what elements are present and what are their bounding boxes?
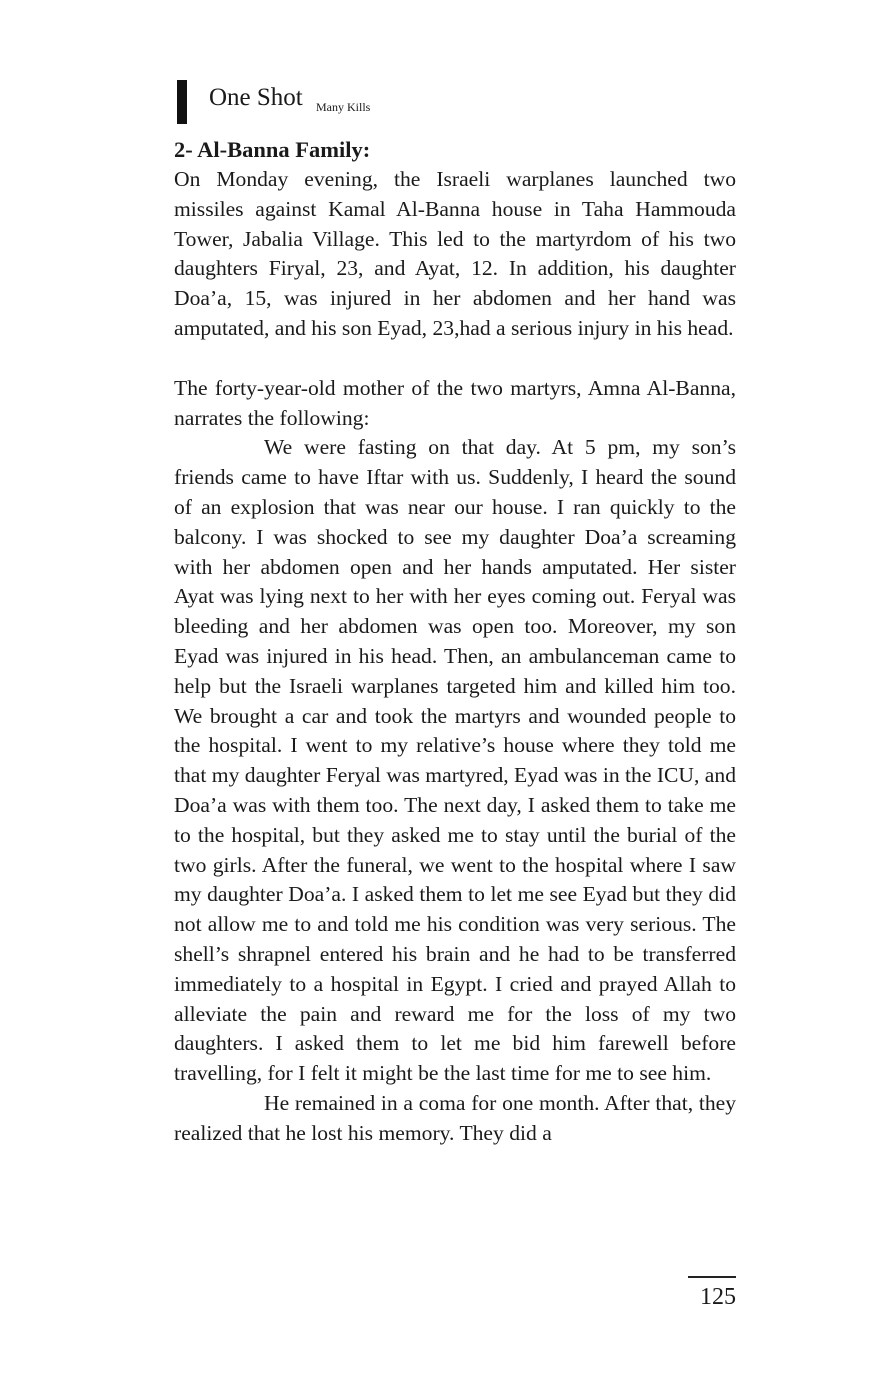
paragraph-narrator: The forty-year-old mother of the two martyrs, Amna Al-Banna, narrates the following: xyxy=(174,375,736,430)
running-head-bar xyxy=(177,80,187,124)
paragraph-intro: On Monday evening, the Israeli warplanes launched two missiles against Kamal Al-Banna house in Taha Hammouda Tower, Jabalia Village. This led to the martyrdom of his two daughters Firyal, 23, and Ayat, 12. In addition, his daughter Doa’a, 15, was injured in her abdomen and her hand was amputated, and his son Eyad, 23,had a serious injury in his head. xyxy=(174,167,736,340)
paragraph-testimony: We were fasting on that day. At 5 pm, my son’s friends came to have Iftar with us. Suddenly, I heard the sound of an explosion that was near our house. I ran quickly to the balcony. I was shocked to see my daughter Doa’a screaming with her abdomen open and her hands amputated. Her sister Ayat was lying next to her with her eyes coming out. Feryal was bleeding and her abdomen was open too. Moreover, my son Eyad was injured in his head. Then, an ambulanceman came to help but the Israeli warplanes targeted him and killed him too. We brought a car and took the martyrs and wounded people to the hospital. I went to my relative’s house where they told me that my daughter Feryal was martyred, Eyad was in the ICU, and Doa’a was with them too. The next day, I asked them to take me to the hospital, but they asked me to stay until the burial of the two girls. After the funeral, we went to the hospital where I saw my daughter Doa’a. I asked them to let me see Eyad but they did not allow me to and told me his condition was very serious. The shell’s shrapnel entered his brain and he had to be transferred immediately to a hospital in Egypt. I cried and prayed Allah to alleviate the pain and reward me for the loss of my two daughters. I asked them to let me bid him farewell before travelling, for I felt it might be the last time for me to see him. xyxy=(174,435,736,1086)
book-subtitle: Many Kills xyxy=(316,100,371,114)
book-title: One Shot xyxy=(209,84,303,111)
page-body xyxy=(174,134,736,1149)
section-heading: 2- Al-Banna Family: xyxy=(174,137,371,162)
paragraph-continuation: He remained in a coma for one month. After that, they realized that he lost his memory. They did a xyxy=(174,1090,736,1145)
page-number-rule xyxy=(688,1276,736,1278)
page-number: 125 xyxy=(700,1284,736,1310)
